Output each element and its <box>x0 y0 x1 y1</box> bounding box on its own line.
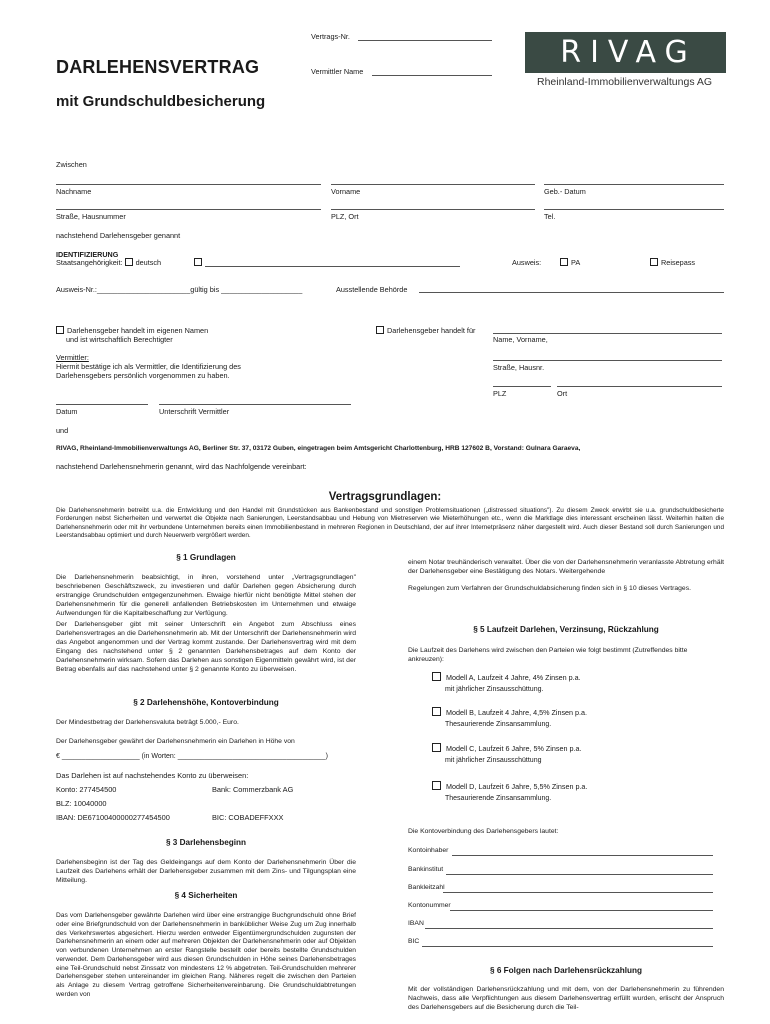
model-checkbox[interactable] <box>432 672 441 681</box>
model-payout: Thesaurierende Zinsansammlung. <box>445 721 552 728</box>
id-number-validity-row[interactable]: Ausweis-Nr.:_______________________gültig bis ____________________ <box>56 285 303 294</box>
s1-paragraph-2: Der Darlehensgeber gibt mit seiner Unterschrift ein Angebot zum Abschluss eines Darlehensvertrages an die Darlehensnehmerin ab. Mit der Unterschrift der Darlehensnehmerin wird das Angebot angenommen und der Vertrag kommt zustande. Der Darlehensvertrag wird mit dem Eingang des nachstehend unter § 2 genannten Darlehensbetrages auf dem Konto der Darlehensnehmerin wirksam. Sofern das Darlehen aus sonstigen Eigenmitteln gewährt wird, ist der Betrag ebenfalls auf das nachstehend unter § 2 genannte Konto zu überweisen. <box>56 621 356 673</box>
s2-bic: BIC: COBADEFFXXX <box>212 813 284 822</box>
broker-confirmation-2: Darlehensgebers persönlich vorgenommen zu haben. <box>56 371 230 380</box>
contract-number-field[interactable] <box>358 40 492 41</box>
s2-amount-field[interactable]: € ____________________ (in Worten: ______________________________________) <box>56 753 328 760</box>
account-field-input[interactable] <box>443 892 713 893</box>
model-payout: Thesaurierende Zinsansammlung. <box>445 795 552 802</box>
acts-for-name-field[interactable] <box>493 333 722 334</box>
first-name-field[interactable] <box>331 184 535 185</box>
zip-city-field[interactable] <box>331 209 535 210</box>
acts-for-zip-label: PLZ <box>493 389 507 398</box>
street-field[interactable] <box>56 209 321 210</box>
account-field-input[interactable] <box>446 874 713 875</box>
own-name-option[interactable] <box>56 326 208 335</box>
model-option[interactable] <box>432 672 581 682</box>
acts-for-street-label: Straße, Hausnr. <box>493 363 545 372</box>
id-type-label: Ausweis: <box>512 258 542 267</box>
and-label: und <box>56 426 69 435</box>
s5-heading: § 5 Laufzeit Darlehen, Verzinsung, Rückzahlung <box>473 625 659 634</box>
s2-heading: § 2 Darlehenshöhe, Kontoverbindung <box>133 698 279 707</box>
dob-label: Geb.- Datum <box>544 187 586 196</box>
acts-for-label: Darlehensgeber handelt für <box>387 326 476 335</box>
street-label: Straße, Hausnummer <box>56 212 126 221</box>
account-field-label: Bankleitzahl <box>408 884 445 891</box>
model-title: Modell D, Laufzeit 6 Jahre, 5,5% Zinsen p.a. <box>446 782 588 791</box>
nationality-german-checkbox[interactable] <box>125 258 133 266</box>
identification-heading: IDENTIFIZIERUNG <box>56 250 119 259</box>
broker-confirmation-1: Hiermit bestätige ich als Vermittler, die Identifizierung des <box>56 362 241 371</box>
broker-name-field[interactable] <box>372 75 492 76</box>
acts-for-option[interactable] <box>376 326 475 335</box>
lender-alias: nachstehend Darlehensgeber genannt <box>56 231 181 240</box>
own-name-label: Darlehensgeber handelt im eigenen Namen <box>67 326 209 335</box>
s2-iban: IBAN: DE67100400000277454500 <box>56 813 170 822</box>
issuing-authority-field[interactable] <box>419 292 724 293</box>
beneficial-owner-label: und ist wirtschaftlich Berechtigter <box>66 335 173 344</box>
account-field-input[interactable] <box>450 910 713 911</box>
account-field-label: IBAN <box>408 920 424 927</box>
nationality-row <box>56 258 161 267</box>
document-title: DARLEHENSVERTRAG <box>56 57 260 77</box>
model-checkbox[interactable] <box>432 781 441 790</box>
s2-account-number: Konto: 277454500 <box>56 785 117 794</box>
model-title: Modell B, Laufzeit 4 Jahre, 4,5% Zinsen p.a. <box>446 708 588 717</box>
borrower-alias: nachstehend Darlehensnehmerin genannt, wird das Nachfolgende vereinbart: <box>56 462 307 471</box>
between-label: Zwischen <box>56 160 87 169</box>
broker-name-label: Vermittler Name <box>311 67 364 76</box>
zip-city-label: PLZ, Ort <box>331 212 359 221</box>
model-option[interactable] <box>432 707 587 717</box>
s4-text: Das vom Darlehensgeber gewährte Darlehen wird über eine erstrangige Buchgrundschuld ohne Brief oder eine Briefgrundschuld von der Darlehensnehmerin in banküblicher Weise Zug um Zug innerhalb des Verkehrswertes abgesichert. Hierzu werden entweder Eigentümergrundschulden zugunsten der Darlehensnehmerin an einem oder auf mehreren Objekten der Darlehensnehmerin oder auf Objekten von verbundenen Unternehmen an erster Rangstelle bestellt oder bereits bestellte Grundschulden verwendet. Dem Darlehensgeber wird aus diesen Grundschulden in Höhe seines Darlehensbetrages eine Teil-Grundschuld nebst Zinssatz von mindestens 12 % abgetreten. Teil-Grundschulden mehrerer Darlehensgeber stehen untereinander im gleichen Rang. Näheres regelt die zwischen den Parteien als Anlage zu diesem Vertrag getroffene Sicherheitenvereinbarung. Die Grundschuldabtretungen werden von <box>56 912 356 999</box>
id-passport-option[interactable] <box>650 258 695 267</box>
s4-rules: Regelungen zum Verfahren der Grundschuldabsicherung finden sich in § 10 dieses Vertrages. <box>408 585 692 592</box>
model-checkbox[interactable] <box>432 743 441 752</box>
id-pa-label: PA <box>571 258 581 267</box>
s4-text-continued: einem Notar treuhänderisch verwaltet. Über die von der Darlehensnehmerin veranlasste Abtretung erhält der Darlehensgeber eine Bestätigung des Notars. Weitergehende <box>408 559 724 575</box>
broker-heading: Vermittler: <box>56 353 89 362</box>
surname-field[interactable] <box>56 184 321 185</box>
basis-heading: Vertragsgrundlagen: <box>328 491 442 503</box>
logo-caption: Rheinland-Immobilienverwaltungs AG <box>537 76 713 88</box>
date-label: Datum <box>56 407 78 416</box>
s4-heading: § 4 Sicherheiten <box>174 891 238 900</box>
s5-account-intro: Die Kontoverbindung des Darlehensgebers lautet: <box>408 828 559 835</box>
account-field-label: Kontonummer <box>408 902 451 909</box>
s2-bank-name: Bank: Commerzbank AG <box>212 785 294 794</box>
phone-label: Tel. <box>544 212 556 221</box>
nationality-german-label: deutsch <box>135 258 162 267</box>
broker-signature-label: Unterschrift Vermittler <box>159 407 230 416</box>
broker-signature-field[interactable] <box>159 404 351 405</box>
account-field-label: BIC <box>408 938 420 945</box>
phone-field[interactable] <box>544 209 724 210</box>
surname-label: Nachname <box>56 187 92 196</box>
s3-heading: § 3 Darlehensbeginn <box>165 838 247 847</box>
acts-for-street-field[interactable] <box>493 360 722 361</box>
model-option[interactable] <box>432 743 581 753</box>
s3-text: Darlehensbeginn ist der Tag des Geldeingangs auf dem Konto der Darlehensnehmerin Über die Laufzeit des Darlehens erhält der Darlehensgeber zusammen mit dem Zins- und Tilgungsplan eine Mitteilung. <box>56 859 356 884</box>
s2-min-amount: Der Mindestbetrag der Darlehensvaluta beträgt 5.000,- Euro. <box>56 719 239 726</box>
s2-blz: BLZ: 10040000 <box>56 799 107 808</box>
s2-grant-text: Der Darlehensgeber gewährt der Darlehensnehmerin ein Darlehen in Höhe von <box>56 738 295 745</box>
model-payout: mit jährlicher Zinsausschüttung. <box>445 686 544 693</box>
rivag-logo: RIVAG <box>525 32 726 73</box>
model-title: Modell A, Laufzeit 4 Jahre, 4% Zinsen p.a. <box>446 673 581 682</box>
id-pa-option[interactable] <box>560 258 580 267</box>
account-field-input[interactable] <box>452 855 713 856</box>
basis-text: Die Darlehensnehmerin betreibt u.a. die Entwicklung und den Handel mit Grundstücken aus Bankenbestand und sonstigen Problemsituationen („distressed situations"). Zu diesem Zweck erwirbt sie u.a. grundschuldbesicherte Forderungen nebst Sicherheiten und verwertet die Objekte nach Sanierungen, Leerstandsabbau und Hebung von Mietreserven wie Mieterhöhungen etc., wenn die Marktlage dies interessant erscheinen lässt. Weiterhin halten die Darlehensnehmerin oder mit ihr verbundene Unternehmen bereits einen Immobilienbestand in mehreren Regionen in Deutschland, der auf ihrer Internetpräsenz näher dargestellt wird. Auch dieser Bestand soll durch Sanierungen und Leerstandsabbau optimiert und durch Neuerwerb vergrößert werden. <box>56 507 724 540</box>
document-subtitle: mit Grundschuldbesicherung <box>56 93 266 110</box>
s6-text: Mit der vollständigen Darlehensrückzahlung und mit dem, von der Darlehensnehmerin zu führenden Nachweis, dass alle Verpflichtungen aus diesem Darlehensvertrag erfüllt wurden, erlischt der Anspruch des Darlehensgebers auf die Besicherung durch die Teil- <box>408 986 724 1011</box>
model-option[interactable] <box>432 781 587 791</box>
id-passport-label: Reisepass <box>661 258 696 267</box>
s2-transfer-text: Das Darlehen ist auf nachstehendes Konto zu überweisen: <box>56 771 249 780</box>
contract-number-label: Vertrags-Nr. <box>311 32 350 41</box>
account-field-input[interactable] <box>425 928 713 929</box>
acts-for-city-field[interactable] <box>557 386 722 387</box>
account-field-input[interactable] <box>422 946 713 947</box>
dob-field[interactable] <box>544 184 724 185</box>
company-details: RIVAG, Rheinland-Immobilienverwaltungs AG, Berliner Str. 37, 03172 Guben, eingetragen beim Amtsgericht Charlottenburg, HRB 127602 B, Vorstand: Gulnara Garaeva, <box>56 445 581 452</box>
date-field[interactable] <box>56 404 148 405</box>
issuing-authority-label: Ausstellende Behörde <box>336 285 408 294</box>
acts-for-city-label: Ort <box>557 389 568 398</box>
s1-heading: § 1 Grundlagen <box>176 553 236 562</box>
s1-paragraph-1: Die Darlehensnehmerin beabsichtigt, in ihren, vorstehend unter „Vertragsgrundlagen" beschriebenen Geschäftszweck, zu investieren und dafür Darlehen gegen Absicherung durch erstrangige Grundschulden entgegenzunehmen. Etwaige hierfür nicht benötigte Mittel stehen der Darlehensnehmerin für die generell anfallenden Betriebskosten im Unternehmen und etwaige Aufwendungen für die Kapitalbeschaffung zur Verfügung. <box>56 574 356 617</box>
acts-for-name-label: Name, Vorname, <box>493 335 548 344</box>
s5-intro: Die Laufzeit des Darlehens wird zwischen den Parteien wie folgt bestimmt (Zutreffendes bitte ankreuzen): <box>408 647 688 663</box>
account-field-label: Kontoinhaber <box>408 847 449 854</box>
nationality-other-checkbox[interactable] <box>194 258 205 267</box>
model-title: Modell C, Laufzeit 6 Jahre, 5% Zinsen p.a. <box>446 744 582 753</box>
first-name-label: Vorname <box>331 187 361 196</box>
nationality-other-field[interactable] <box>205 266 460 267</box>
nationality-label: Staatsangehörigkeit: <box>56 258 123 267</box>
acts-for-zip-field[interactable] <box>493 386 551 387</box>
model-checkbox[interactable] <box>432 707 441 716</box>
account-field-label: Bankinstitut <box>408 866 444 873</box>
model-payout: mit jährlicher Zinsausschüttung <box>445 757 542 764</box>
s6-heading: § 6 Folgen nach Darlehensrückzahlung <box>490 966 642 975</box>
